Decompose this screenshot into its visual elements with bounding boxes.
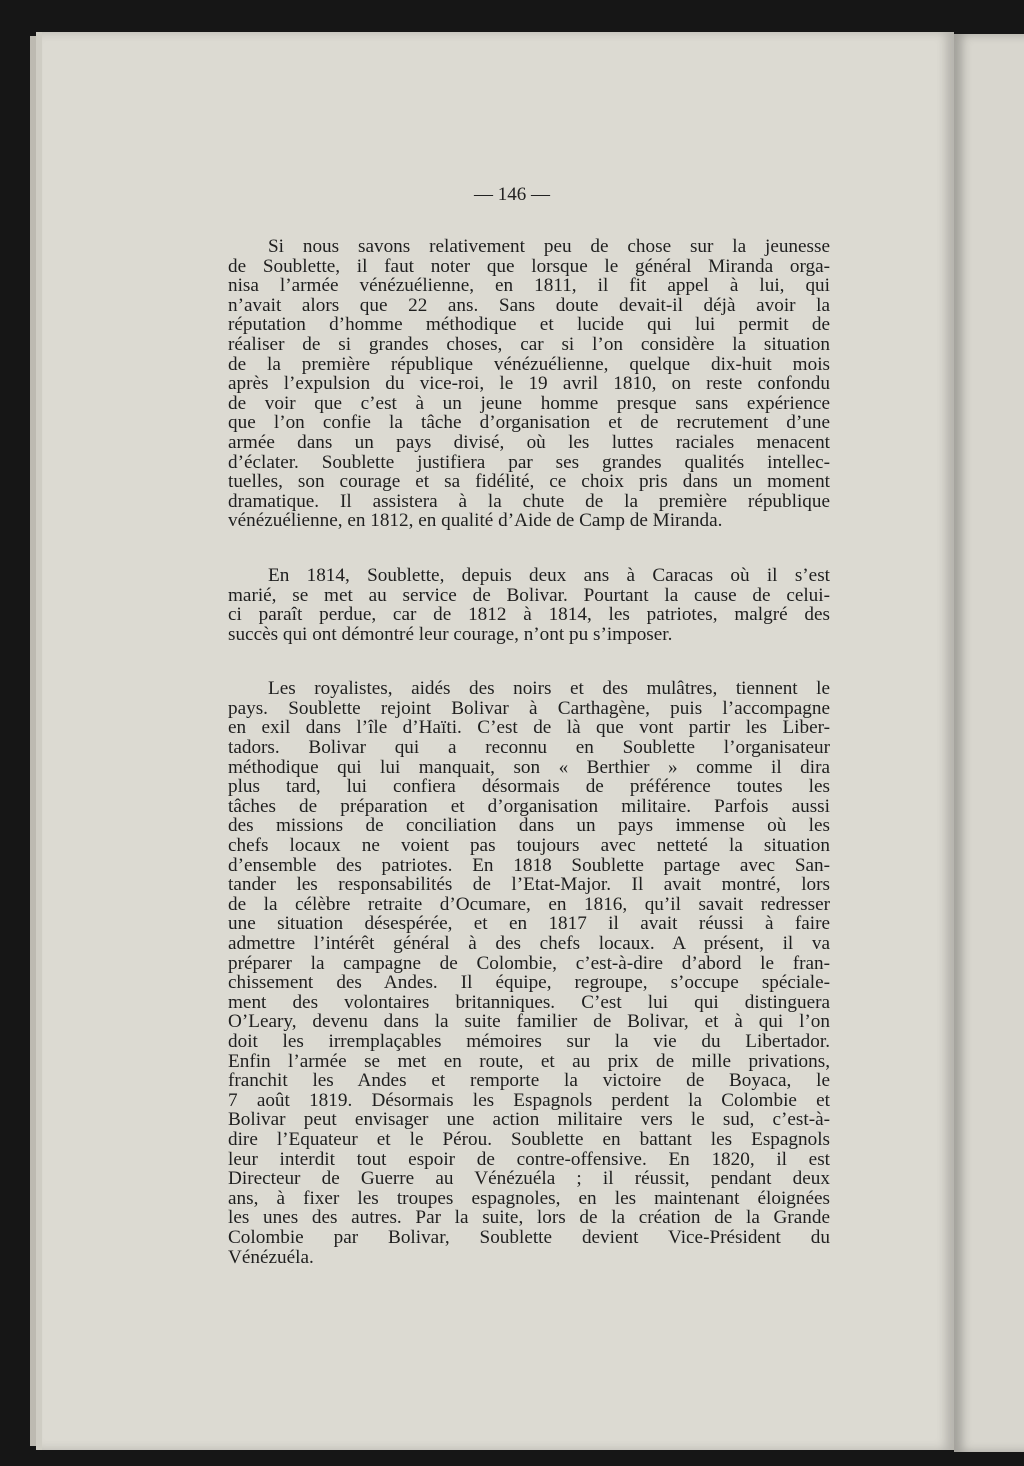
text-line: d’éclater. Soublette justifiera par ses grandes qualités intellec- — [228, 451, 830, 473]
text-line: tadors. Bolivar qui a reconnu en Soublette l’organisateur — [228, 737, 830, 759]
text-line: Vénézuéla. — [228, 1246, 314, 1268]
text-line: chissement des Andes. Il équipe, regroupe, s’occupe spéciale- — [228, 972, 830, 994]
text-line: n’avait alors que 22 ans. Sans doute devait-il déjà avoir la — [228, 294, 830, 316]
text-line: après l’expulsion du vice-roi, le 19 avril 1810, on reste confondu — [228, 373, 830, 395]
text-line: Bolivar peut envisager une action militaire vers le sud, c’est-à- — [228, 1109, 830, 1131]
text-line: 7 août 1819. Désormais les Espagnols perdent la Colombie et — [228, 1089, 830, 1111]
text-line: réaliser de si grandes choses, car si l’on considère la situation — [228, 333, 830, 355]
text-line: vénézuélienne, en 1812, en qualité d’Aide de Camp de Miranda. — [228, 510, 723, 532]
text-line: de voir que c’est à un jeune homme presque sans expérience — [228, 392, 830, 414]
text-line: plus tard, lui confiera désormais de préférence toutes les — [228, 776, 830, 798]
text-line: Colombie par Bolivar, Soublette devient Vice-Président du — [228, 1226, 830, 1248]
text-line: tander les responsabilités de l’Etat-Major. Il avait montré, lors — [228, 874, 830, 896]
page-number: — 146 — — [474, 184, 550, 205]
text-line: pays. Soublette rejoint Bolivar à Carthagène, puis l’accompagne — [228, 697, 830, 719]
text-line: franchit les Andes et remporte la victoire de Boyaca, le — [228, 1070, 830, 1092]
text-line: dire l’Equateur et le Pérou. Soublette en battant les Espagnols — [228, 1128, 830, 1150]
text-line: succès qui ont démontré leur courage, n’ont pu s’imposer. — [228, 623, 673, 645]
text-line: armée dans un pays divisé, où les luttes raciales menacent — [228, 431, 830, 453]
text-line: des missions de conciliation dans un pays immense où les — [228, 815, 830, 837]
text-line: tuelles, son courage et sa fidélité, ce choix pris dans un moment — [228, 471, 830, 493]
text-line: une situation désespérée, et en 1817 il avait réussi à faire — [228, 913, 830, 935]
paragraph — [228, 237, 830, 531]
text-line: marié, se met au service de Bolivar. Pourtant la cause de celui- — [228, 584, 830, 606]
paragraph — [228, 566, 830, 644]
text-line: O’Leary, devenu dans la suite familier de Bolivar, et à qui l’on — [228, 1011, 830, 1033]
text-line: réputation d’homme méthodique et lucide qui lui permit de — [228, 314, 830, 336]
text-line: ans, à fixer les troupes espagnoles, en les maintenant éloignées — [228, 1187, 830, 1209]
text-line: chefs locaux ne voient pas toujours avec netteté la situation — [228, 835, 830, 857]
text-line: leur interdit tout espoir de contre-offensive. En 1820, il est — [228, 1148, 830, 1170]
text-line: Les royalistes, aidés des noirs et des mulâtres, tiennent le — [268, 678, 830, 700]
text-line: dramatique. Il assistera à la chute de la première république — [228, 490, 830, 512]
text-line: nisa l’armée vénézuélienne, en 1811, il fit appel à lui, qui — [228, 275, 830, 297]
text-line: ci paraît perdue, car de 1812 à 1814, les patriotes, malgré des — [228, 604, 830, 626]
text-line: Si nous savons relativement peu de chose sur la jeunesse — [268, 236, 830, 257]
text-line: admettre l’intérêt général à des chefs locaux. A présent, il va — [228, 933, 830, 954]
text-line: de la célèbre retraite d’Ocumare, en 1816, qu’il savait redresser — [228, 893, 830, 915]
text-line: Directeur de Guerre au Vénézuéla ; il réussit, pendant deux — [228, 1168, 830, 1190]
text-line: en exil dans l’île d’Haïti. C’est de là que vont partir les Liber- — [228, 717, 830, 739]
text-line: méthodique qui lui manquait, son « Berthier » comme il dira — [228, 756, 830, 778]
facing-page — [954, 34, 1024, 1452]
text-line: En 1814, Soublette, depuis deux ans à Caracas où il s’est — [268, 564, 830, 586]
text-line: que l’on confie la tâche d’organisation et de recrutement d’une — [228, 412, 830, 434]
body-text — [228, 237, 830, 1302]
text-line: tâches de préparation et d’organisation militaire. Parfois aussi — [228, 795, 830, 817]
text-line: de Soublette, il faut noter que lorsque le général Miranda orga- — [228, 255, 830, 277]
text-line: préparer la campagne de Colombie, c’est-à-dire d’abord le fran- — [228, 952, 830, 974]
text-line: d’ensemble des patriotes. En 1818 Soublette partage avec San- — [228, 854, 830, 876]
paragraph — [228, 679, 830, 1267]
text-line: Enfin l’armée se met en route, et au prix de mille privations, — [228, 1050, 830, 1072]
text-line: ment des volontaires britanniques. C’est lui qui distinguera — [228, 991, 830, 1013]
text-line: doit les irremplaçables mémoires sur la vie du Libertador. — [228, 1030, 830, 1052]
text-line: les unes des autres. Par la suite, lors de la création de la Grande — [228, 1207, 830, 1229]
text-line: de la première république vénézuélienne, quelque dix-huit mois — [228, 353, 830, 375]
